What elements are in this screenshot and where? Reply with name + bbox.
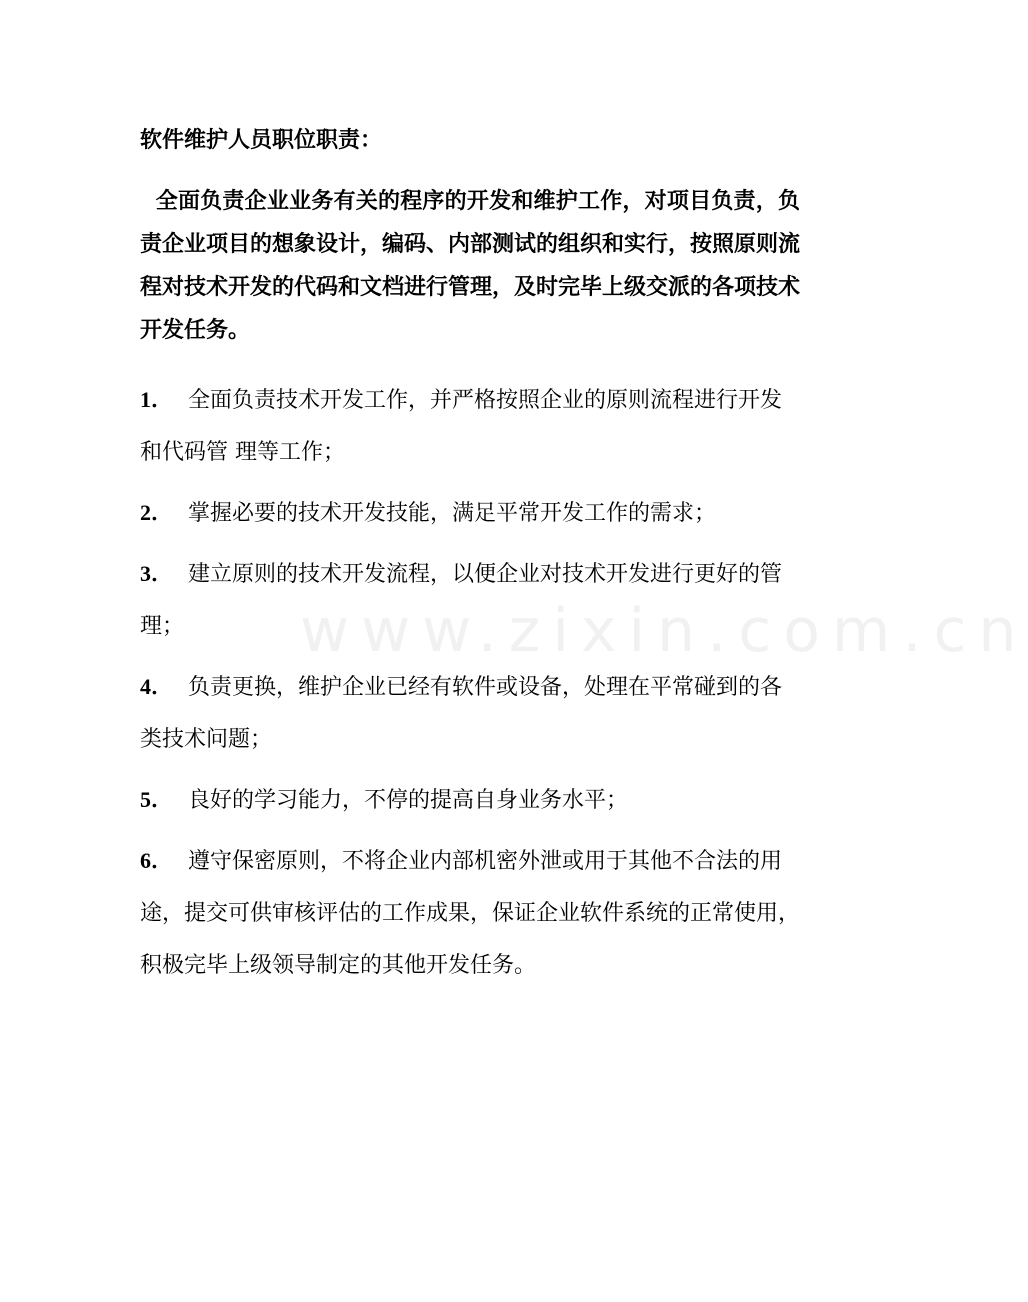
list-item-2 — [140, 487, 800, 540]
item-number: 3． — [140, 561, 174, 586]
list-item-4 — [140, 661, 800, 766]
document-title: 软件维护人员职位职责： — [140, 127, 383, 153]
item-text: 建立原则的技术开发流程，以便企业对技术开发进行更好的管理； — [140, 562, 783, 639]
intro-paragraph: 全面负责企业业务有关的程序的开发和维护工作，对项目负责，负责企业项目的想象设计，编码、内部测试的组织和实行，按照原则流程对技术开发的代码和文档进行管理，及时完毕上级交派的各项技术开发任务。 — [140, 188, 801, 343]
watermark: www.zixin.com.cn — [300, 596, 1028, 666]
item-text: 遵守保密原则，不将企业内部机密外泄或用于其他不合法的用途，提交可供审核评估的工作成果，保证企业软件系统的正常使用，积极完毕上级领导制定的其他开发任务。 — [140, 849, 801, 978]
item-number: 5． — [140, 787, 174, 812]
document-body — [140, 120, 800, 1000]
item-number: 4． — [140, 674, 174, 699]
item-number: 2． — [140, 500, 174, 525]
item-text: 全面负责技术开发工作，并严格按照企业的原则流程进行开发和代码管 理等工作； — [140, 388, 783, 465]
item-number: 6． — [140, 848, 174, 873]
item-text: 负责更换，维护企业已经有软件或设备，处理在平常碰到的各类技术问题； — [140, 675, 783, 752]
item-number: 1． — [140, 387, 174, 412]
list-item-6 — [140, 835, 800, 992]
item-text: 良好的学习能力，不停的提高自身业务水平； — [188, 788, 629, 813]
item-text: 掌握必要的技术开发技能，满足平常开发工作的需求； — [188, 501, 717, 526]
list-item-3 — [140, 548, 800, 653]
list-item-5 — [140, 774, 800, 827]
list-item-1 — [140, 374, 800, 479]
